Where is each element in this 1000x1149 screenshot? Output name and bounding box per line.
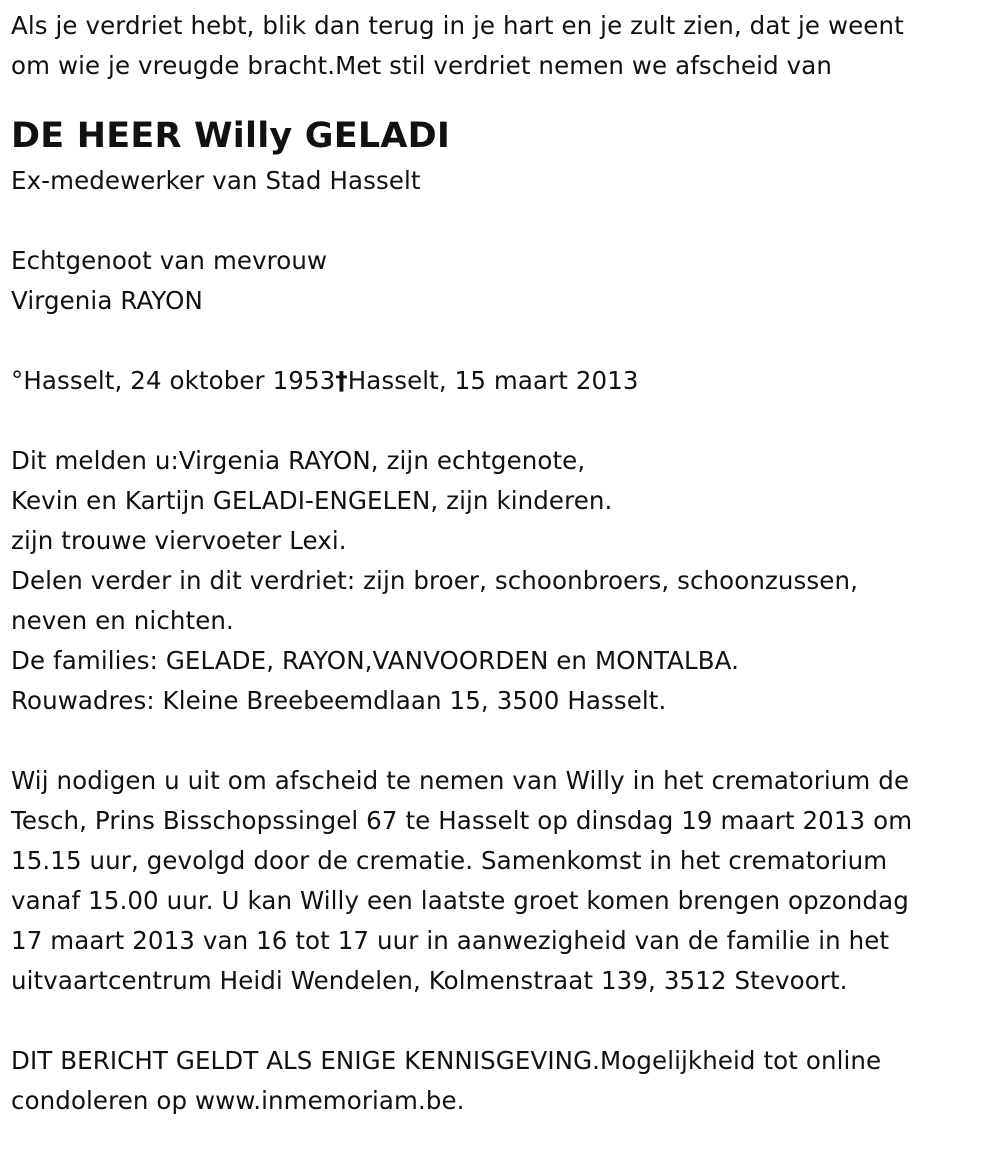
spouse-name: Virgenia RAYON <box>11 286 203 315</box>
dagger-icon: † <box>335 366 348 395</box>
intro-line: Als je verdriet hebt, blik dan terug in je hart en je zult zien, dat je weent <box>11 11 904 40</box>
announcement-line: zijn trouwe viervoeter Lexi. <box>11 526 347 555</box>
announcement-line: Dit melden u:Virgenia RAYON, zijn echtgenote, <box>11 446 586 475</box>
life-dates <box>11 361 1000 401</box>
spouse-label: Echtgenoot van mevrouw <box>11 246 328 275</box>
spacer <box>11 401 1000 441</box>
announcement-line: De families: GELADE, RAYON,VANVOORDEN en MONTALBA. <box>11 646 740 675</box>
announcement-section <box>11 441 1000 721</box>
ceremony-line: uitvaartcentrum Heidi Wendelen, Kolmenstraat 139, 3512 Stevoort. <box>11 966 848 995</box>
announcement-line: Delen verder in dit verdriet: zijn broer, schoonbroers, schoonzussen, <box>11 566 858 595</box>
notice-section <box>11 1041 1000 1121</box>
deceased-name: DE HEER Willy GELADI <box>11 116 451 156</box>
ceremony-line: Tesch, Prins Bisschopssingel 67 te Hasselt op dinsdag 19 maart 2013 om <box>11 806 913 835</box>
intro-poem <box>11 6 1000 86</box>
ceremony-line: 17 maart 2013 van 16 tot 17 uur in aanwezigheid van de familie in het <box>11 926 890 955</box>
notice-line: DIT BERICHT GELDT ALS ENIGE KENNISGEVING.Mogelijkheid tot online <box>11 1046 882 1075</box>
ceremony-line: vanaf 15.00 uur. U kan Willy een laatste groet komen brengen opzondag <box>11 886 909 915</box>
birth-icon: ° <box>11 366 24 395</box>
spacer <box>11 201 1000 241</box>
spouse-section <box>11 241 1000 321</box>
announcement-line: neven en nichten. <box>11 606 234 635</box>
ceremony-line: 15.15 uur, gevolgd door de crematie. Samenkomst in het crematorium <box>11 846 888 875</box>
death-date: Hasselt, 15 maart 2013 <box>347 366 639 395</box>
ceremony-section <box>11 761 1000 1001</box>
announcement-line: Rouwadres: Kleine Breebeemdlaan 15, 3500 Hasselt. <box>11 686 667 715</box>
announcement-line: Kevin en Kartijn GELADI-ENGELEN, zijn kinderen. <box>11 486 613 515</box>
spacer <box>11 86 1000 111</box>
ceremony-line: Wij nodigen u uit om afscheid te nemen van Willy in het crematorium de <box>11 766 910 795</box>
spacer <box>11 721 1000 761</box>
birth-date: Hasselt, 24 oktober 1953 <box>23 366 336 395</box>
notice-line: condoleren op www.inmemoriam.be. <box>11 1086 465 1115</box>
spacer <box>11 1001 1000 1041</box>
deceased-title: Ex-medewerker van Stad Hasselt <box>11 166 421 195</box>
spacer <box>11 321 1000 361</box>
intro-line: om wie je vreugde bracht.Met stil verdriet nemen we afscheid van <box>11 51 832 80</box>
